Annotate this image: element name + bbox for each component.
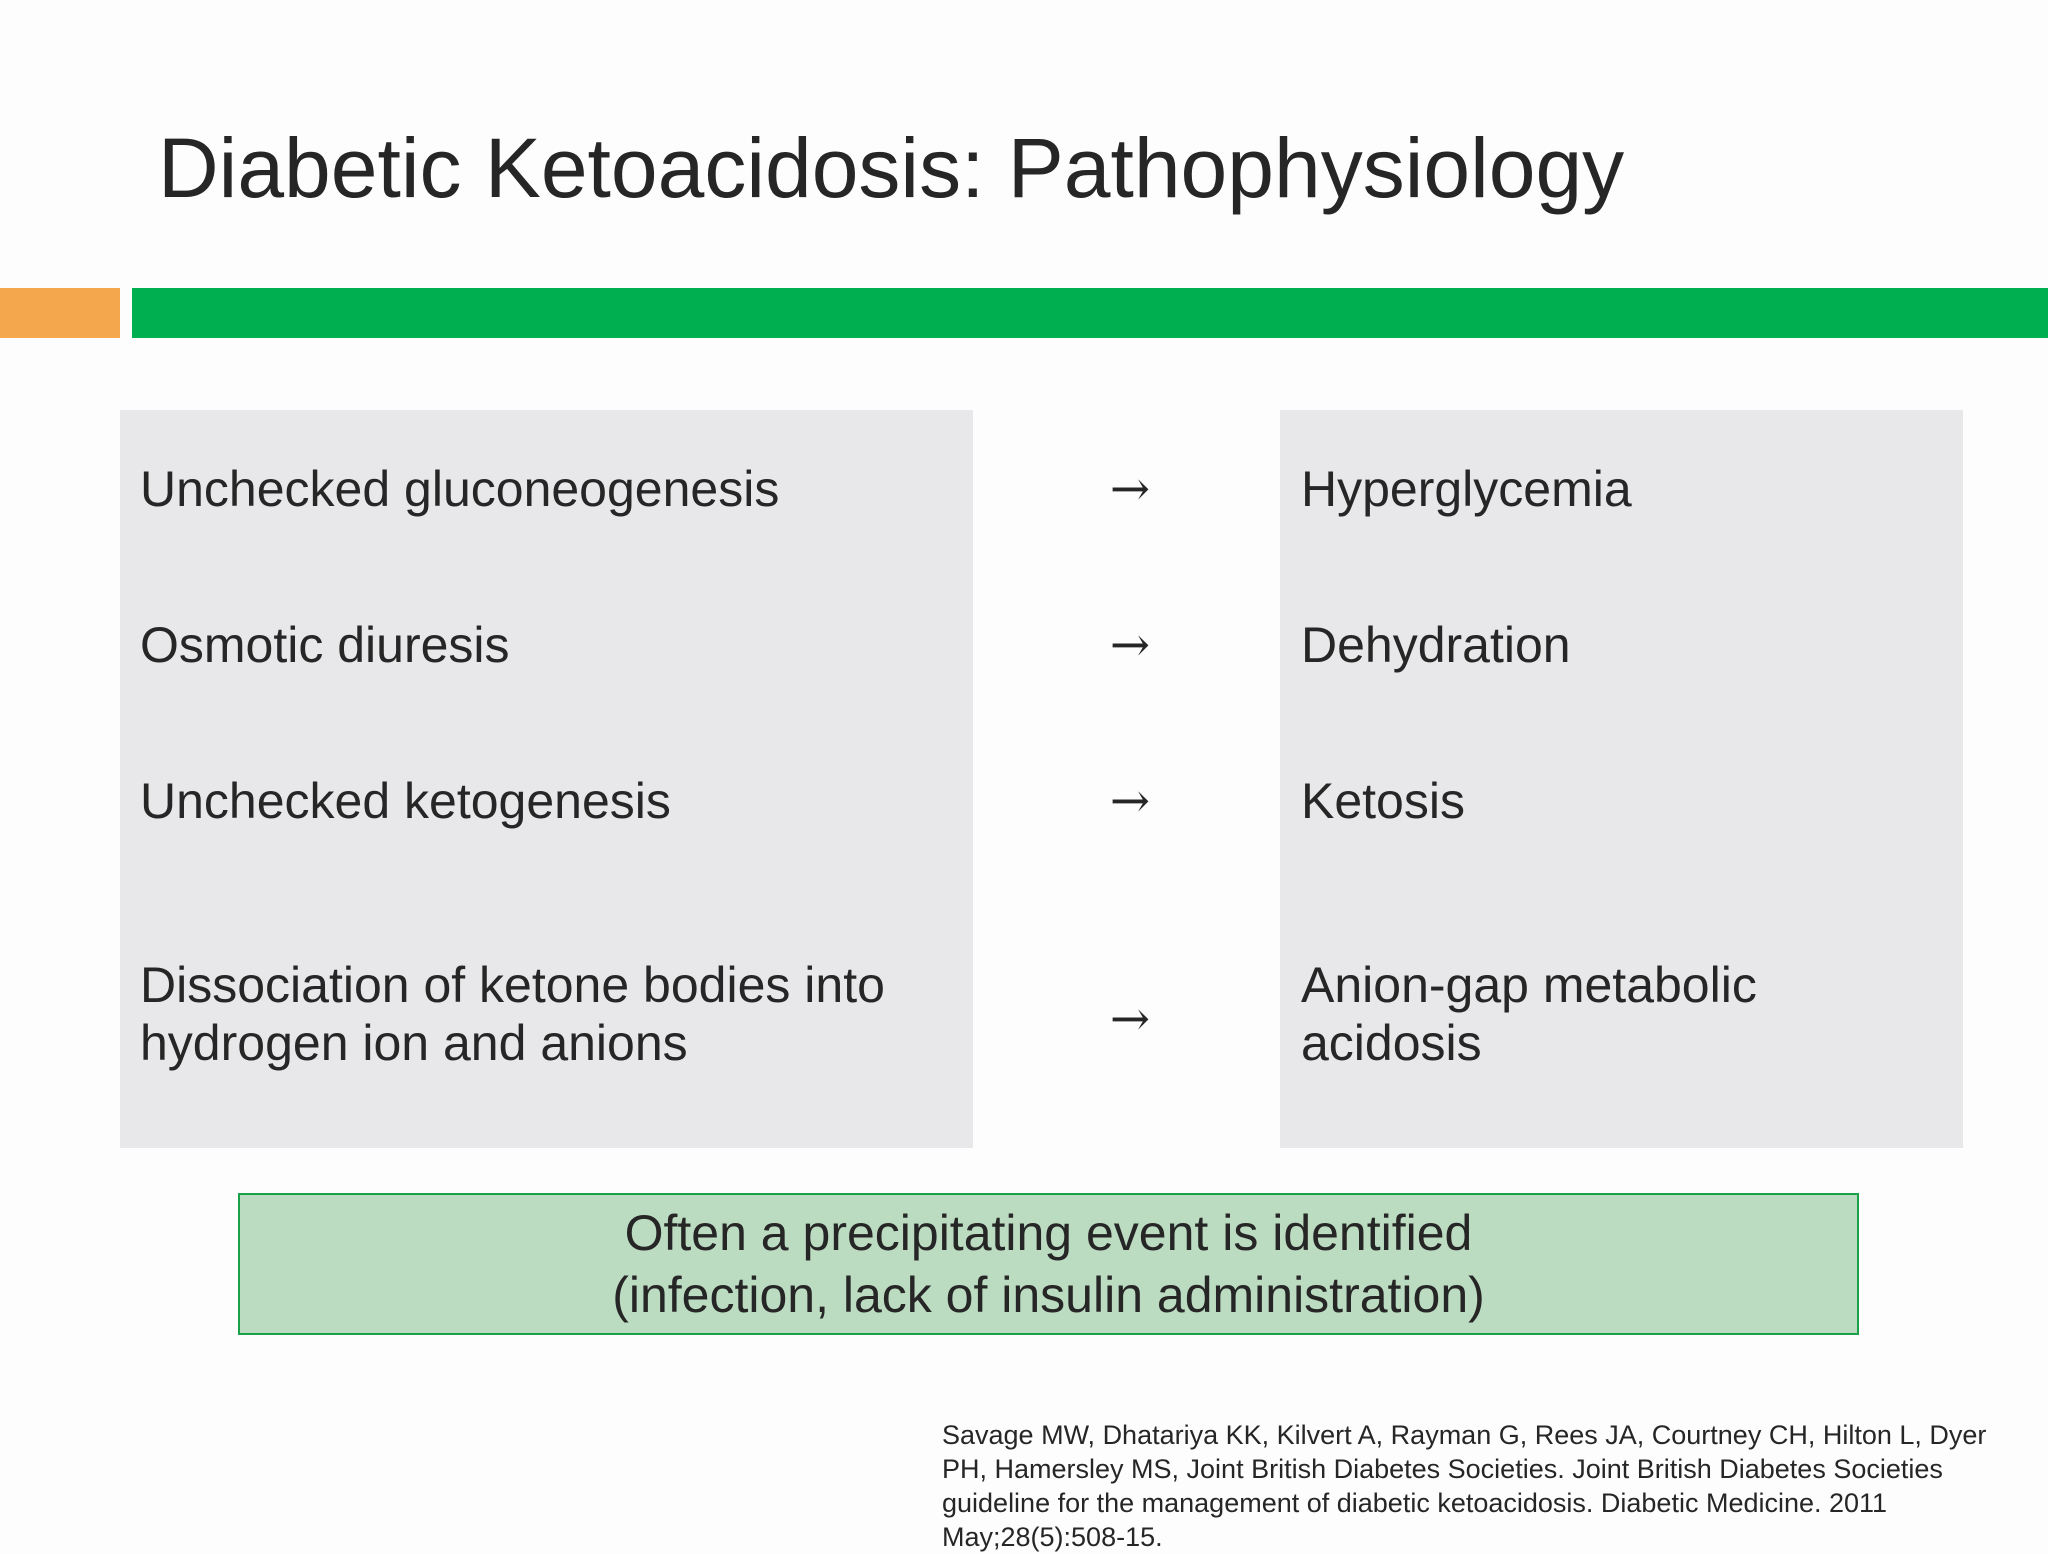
callout-line: (infection, lack of insulin administration) <box>612 1267 1485 1323</box>
effect-text <box>1301 616 1951 674</box>
citation-line: May;28(5):508-15. <box>942 1522 1163 1552</box>
effect-line: Anion-gap metabolic <box>1301 957 1757 1013</box>
cause-line: Unchecked ketogenesis <box>140 773 671 829</box>
cause-line: Unchecked gluconeogenesis <box>140 461 780 517</box>
effect-line: Dehydration <box>1301 617 1571 673</box>
arrow-icon: → <box>1109 617 1151 673</box>
callout-line: Often a precipitating event is identified <box>624 1205 1473 1261</box>
effect-line: Ketosis <box>1301 773 1465 829</box>
citation-line: guideline for the management of diabetic ketoacidosis. Diabetic Medicine. 2011 <box>942 1488 1888 1518</box>
effect-line: Hyperglycemia <box>1301 461 1632 517</box>
arrow-icon: → <box>1109 991 1151 1047</box>
slide-title: Diabetic Ketoacidosis: Pathophysiology <box>158 121 1625 215</box>
citation <box>942 1418 2042 1554</box>
citation-line: Savage MW, Dhatariya KK, Kilvert A, Rayman G, Rees JA, Courtney CH, Hilton L, Dyer <box>942 1420 1987 1450</box>
effect-text <box>1301 772 1951 830</box>
effect-text <box>1301 956 1951 1072</box>
arrow-icon: → <box>1109 773 1151 829</box>
cause-line: Osmotic diuresis <box>140 617 510 673</box>
arrow-icon: → <box>1109 461 1151 517</box>
cause-text <box>140 616 960 674</box>
cause-text <box>140 956 960 1072</box>
effect-line: acidosis <box>1301 1015 1482 1071</box>
precipitating-event-callout <box>238 1193 1859 1335</box>
citation-line: PH, Hamersley MS, Joint British Diabetes Societies. Joint British Diabetes Societies <box>942 1454 1943 1484</box>
cause-text <box>140 772 960 830</box>
cause-text <box>140 460 960 518</box>
effect-text <box>1301 460 1951 518</box>
cause-line: hydrogen ion and anions <box>140 1015 688 1071</box>
cause-line: Dissociation of ketone bodies into <box>140 957 885 1013</box>
accent-bar-green <box>132 288 2048 338</box>
accent-bar-orange <box>0 288 120 338</box>
